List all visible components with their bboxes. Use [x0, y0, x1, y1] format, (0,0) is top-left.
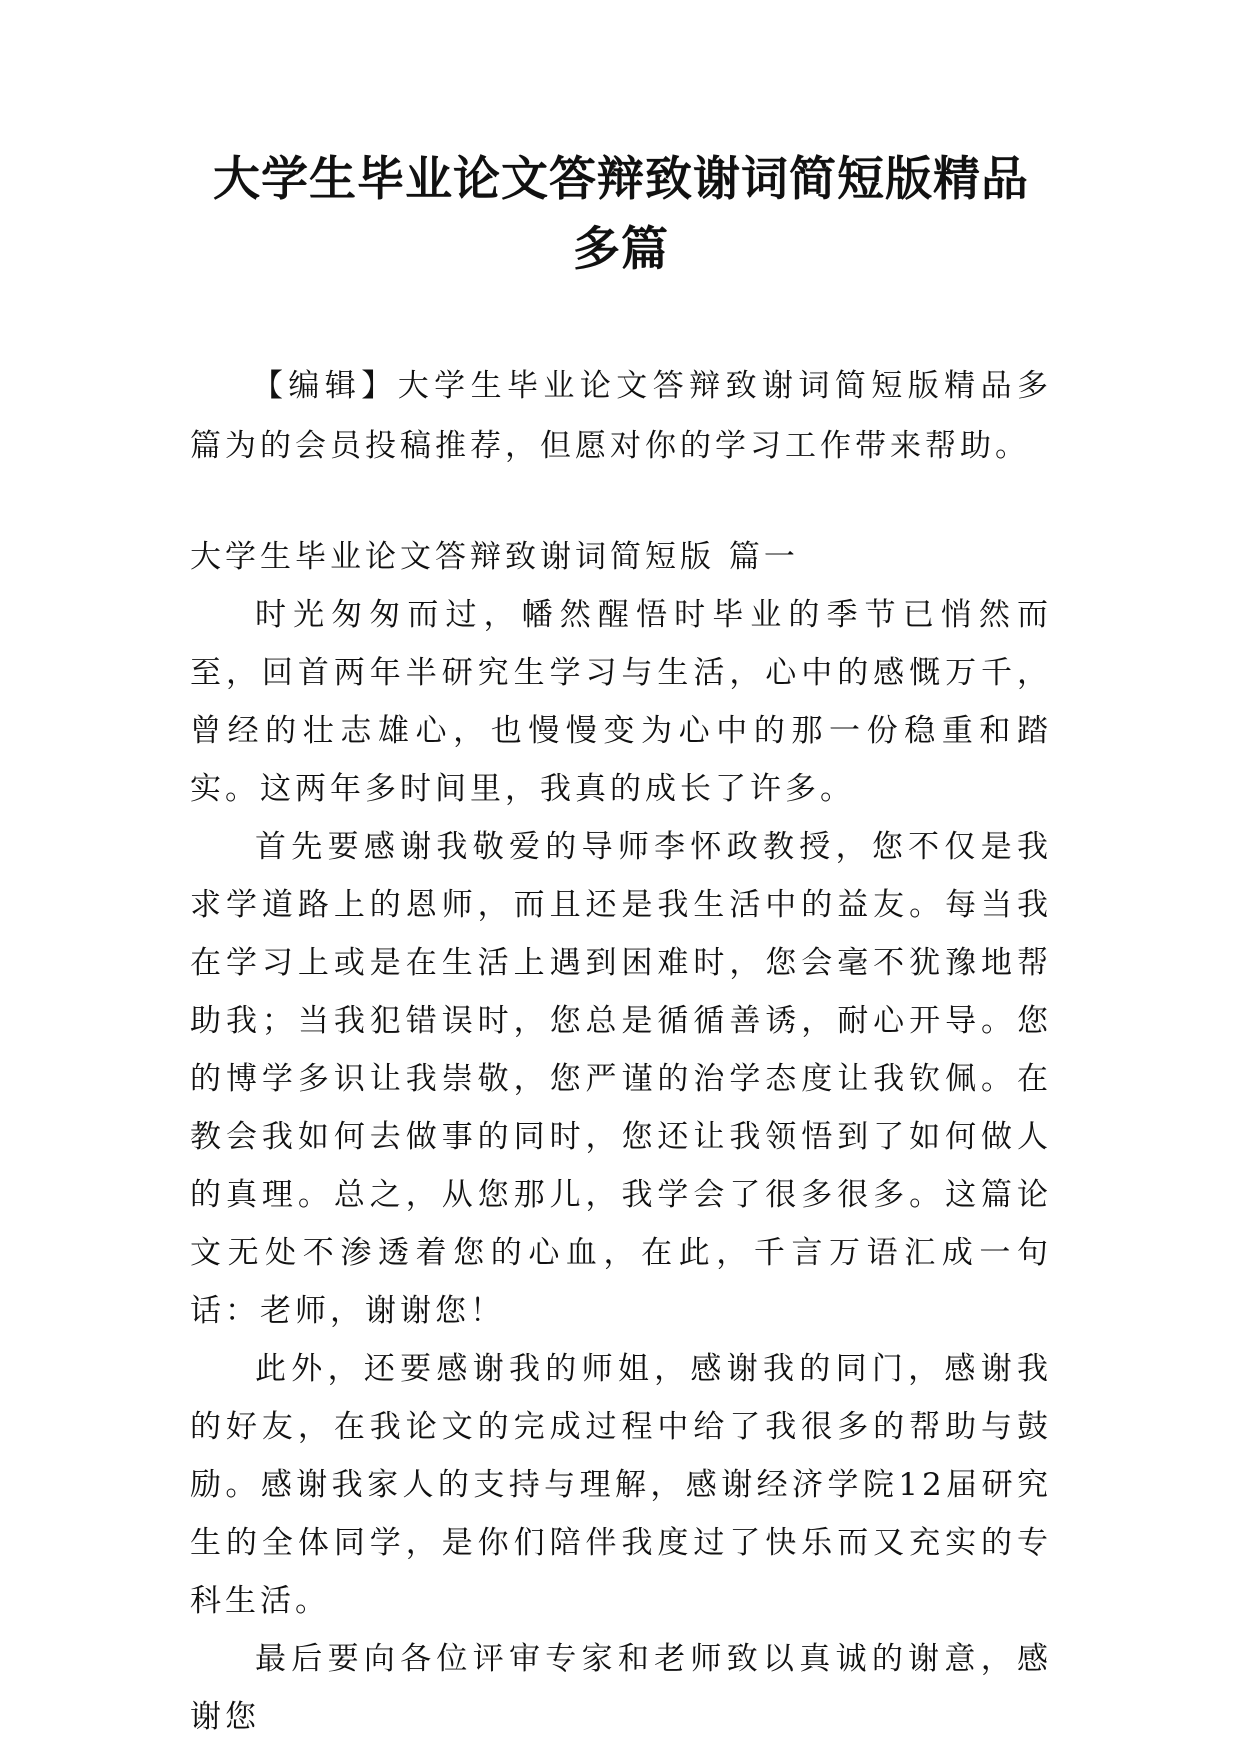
section-heading: 大学生毕业论文答辩致谢词简短版 篇一 [190, 539, 799, 575]
paragraph-3: 此外，还要感谢我的师姐，感谢我的同门，感谢我的好友，在我论文的完成过程中给了我很多的帮助与鼓励。感谢我家人的支持与理解，感谢经济学院12届研究生的全体同学，是你们陪伴我度过了快乐而又充实的专科生活。 [190, 1351, 1052, 1619]
paragraph-4: 最后要向各位评审专家和老师致以真诚的谢意，感谢您 [190, 1641, 1052, 1735]
section-content [190, 586, 1052, 1746]
paragraph-2: 首先要感谢我敬爱的导师李怀政教授，您不仅是我求学道路上的恩师，而且还是我生活中的益友。每当我在学习上或是在生活上遇到困难时，您会毫不犹豫地帮助我；当我犯错误时，您总是循循善诱，耐心开导。您的博学多识让我崇敬，您严谨的治学态度让我钦佩。在教会我如何去做事的同时，您还让我领悟到了如何做人的真理。总之，从您那儿，我学会了很多很多。这篇论文无处不渗透着您的心血，在此，千言万语汇成一句话：老师，谢谢您！ [190, 829, 1052, 1329]
intro-paragraph: 【编辑】大学生毕业论文答辩致谢词简短版精品多篇为的会员投稿推荐，但愿对你的学习工作带来帮助。 [190, 368, 1052, 464]
document-title: 大学生毕业论文答辩致谢词简短版精品多篇 [213, 152, 1029, 277]
paragraph-1: 时光匆匆而过，幡然醒悟时毕业的季节已悄然而至，回首两年半研究生学习与生活，心中的感慨万千，曾经的壮志雄心，也慢慢变为心中的那一份稳重和踏实。这两年多时间里，我真的成长了许多。 [190, 597, 1052, 807]
